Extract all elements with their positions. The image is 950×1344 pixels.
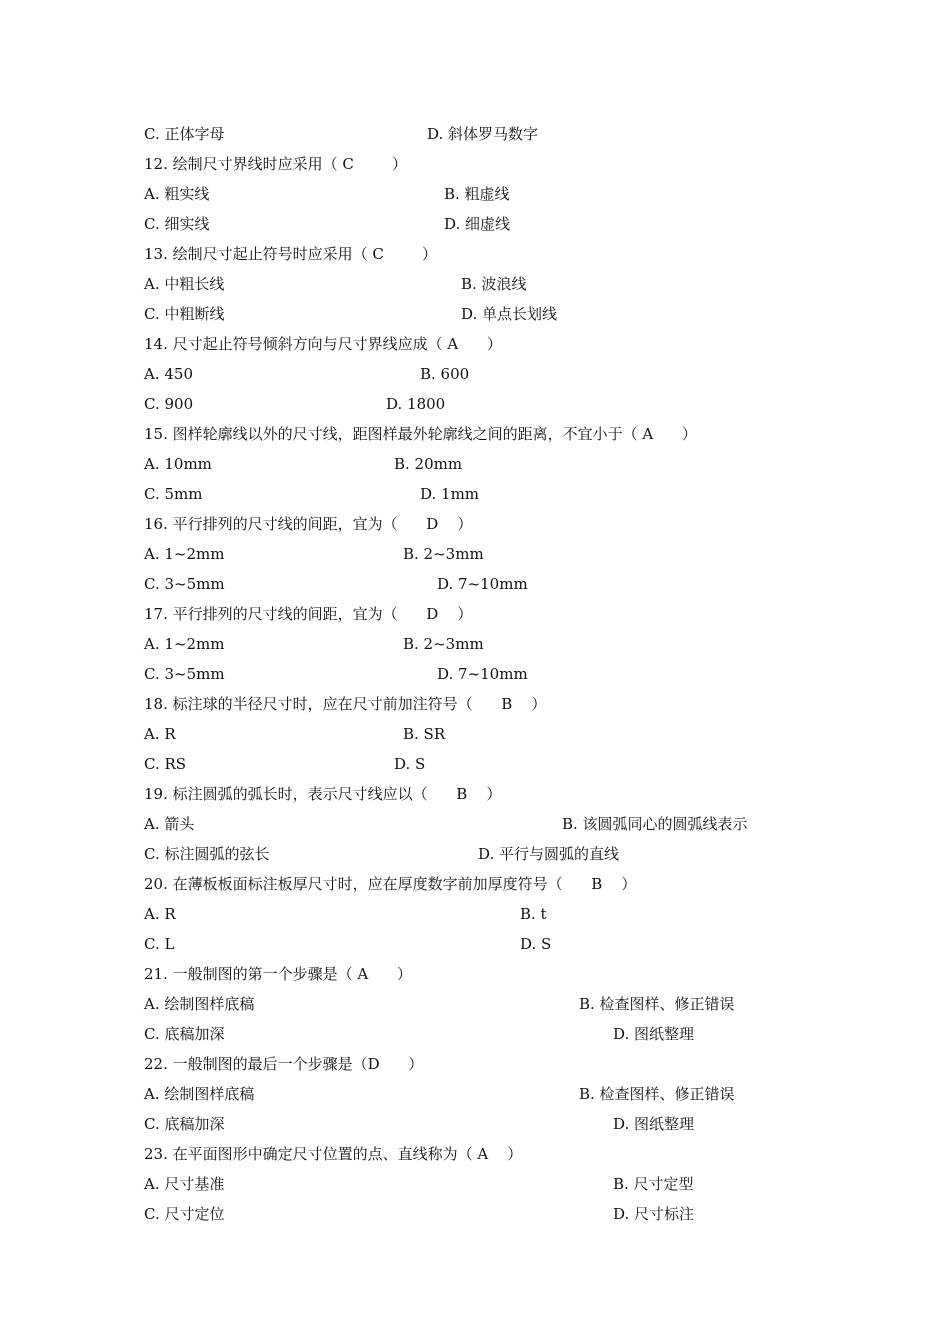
- option-right: B. 该圆弧同心的圆弧线表示: [562, 815, 748, 833]
- option-row: [0, 752, 950, 776]
- question-line: [0, 1052, 950, 1076]
- option-right: D. 7~10mm: [437, 575, 528, 593]
- option-right: D. 图纸整理: [613, 1025, 695, 1043]
- option-left: A. 箭头: [144, 815, 195, 833]
- question-text: 13. 绘制尺寸起止符号时应采用（ C ）: [144, 245, 438, 263]
- option-row: [0, 392, 950, 416]
- question-line: [0, 692, 950, 716]
- option-right: B. 600: [420, 365, 470, 383]
- question-text: 18. 标注球的半径尺寸时，应在尺寸前加注符号（ B ）: [144, 695, 547, 713]
- question-line: [0, 602, 950, 626]
- option-left: C. 底稿加深: [144, 1025, 225, 1043]
- question-text: 17. 平行排列的尺寸线的间距，宜为（ D ）: [144, 605, 473, 623]
- option-right: D. 斜体罗马数字: [427, 125, 539, 143]
- option-left: A. 10mm: [144, 455, 212, 473]
- option-left: C. L: [144, 935, 175, 953]
- question-line: [0, 872, 950, 896]
- question-text: 12. 绘制尺寸界线时应采用（ C ）: [144, 155, 408, 173]
- option-right: B. SR: [403, 725, 446, 743]
- question-text: 23. 在平面图形中确定尺寸位置的点、直线称为（ A ）: [144, 1145, 523, 1163]
- option-right: B. 2~3mm: [403, 635, 484, 653]
- option-left: A. R: [144, 905, 176, 923]
- option-left: A. 1~2mm: [144, 635, 225, 653]
- option-row: [0, 722, 950, 746]
- option-left: A. 粗实线: [144, 185, 210, 203]
- option-left: A. 中粗长线: [144, 275, 225, 293]
- option-row: [0, 1022, 950, 1046]
- option-right: B. 检查图样、修正错误: [579, 995, 735, 1013]
- option-row: [0, 812, 950, 836]
- question-text: 20. 在薄板板面标注板厚尺寸时，应在厚度数字前加厚度符号（ B ）: [144, 875, 637, 893]
- option-row: [0, 662, 950, 686]
- option-left: C. 中粗断线: [144, 305, 225, 323]
- option-right: B. 检查图样、修正错误: [579, 1085, 735, 1103]
- option-row: [0, 842, 950, 866]
- option-left: C. RS: [144, 755, 187, 773]
- question-text: 16. 平行排列的尺寸线的间距，宜为（ D ）: [144, 515, 473, 533]
- option-left: C. 尺寸定位: [144, 1205, 225, 1223]
- option-left: A. 绘制图样底稿: [144, 995, 255, 1013]
- option-right: D. 细虚线: [444, 215, 511, 233]
- option-left: C. 正体字母: [144, 125, 225, 143]
- option-row: [0, 482, 950, 506]
- option-row: [0, 122, 950, 146]
- option-row: [0, 632, 950, 656]
- question-line: [0, 962, 950, 986]
- option-row: [0, 542, 950, 566]
- option-right: D. 尺寸标注: [613, 1205, 695, 1223]
- option-row: [0, 932, 950, 956]
- option-row: [0, 902, 950, 926]
- option-row: [0, 1082, 950, 1106]
- option-right: B. 2~3mm: [403, 545, 484, 563]
- option-row: [0, 452, 950, 476]
- option-row: [0, 572, 950, 596]
- option-right: B. 20mm: [394, 455, 463, 473]
- option-row: [0, 1112, 950, 1136]
- option-left: C. 底稿加深: [144, 1115, 225, 1133]
- question-line: [0, 332, 950, 356]
- question-line: [0, 1142, 950, 1166]
- question-text: 21. 一般制图的第一个步骤是（ A ）: [144, 965, 412, 983]
- option-left: A. R: [144, 725, 176, 743]
- option-row: [0, 362, 950, 386]
- question-line: [0, 152, 950, 176]
- option-left: C. 3~5mm: [144, 575, 225, 593]
- option-row: [0, 992, 950, 1016]
- option-right: D. 平行与圆弧的直线: [478, 845, 620, 863]
- option-right: B. 尺寸定型: [613, 1175, 694, 1193]
- option-right: D. S: [520, 935, 552, 953]
- question-line: [0, 242, 950, 266]
- option-right: D. 1800: [386, 395, 446, 413]
- option-left: C. 标注圆弧的弦长: [144, 845, 270, 863]
- option-row: [0, 1202, 950, 1226]
- question-line: [0, 782, 950, 806]
- option-row: [0, 302, 950, 326]
- option-right: D. 图纸整理: [613, 1115, 695, 1133]
- question-text: 15. 图样轮廓线以外的尺寸线，距图样最外轮廓线之间的距离，不宜小于（ A ）: [144, 425, 697, 443]
- question-line: [0, 422, 950, 446]
- option-right: D. S: [394, 755, 426, 773]
- option-left: A. 1~2mm: [144, 545, 225, 563]
- option-row: [0, 212, 950, 236]
- option-right: B. t: [520, 905, 547, 923]
- option-left: C. 5mm: [144, 485, 203, 503]
- option-left: A. 450: [144, 365, 193, 383]
- option-right: B. 粗虚线: [444, 185, 510, 203]
- question-text: 19. 标注圆弧的弧长时，表示尺寸线应以（ B ）: [144, 785, 502, 803]
- option-row: [0, 272, 950, 296]
- option-row: [0, 1172, 950, 1196]
- option-right: D. 1mm: [420, 485, 480, 503]
- option-left: C. 细实线: [144, 215, 210, 233]
- option-right: D. 7~10mm: [437, 665, 528, 683]
- option-left: C. 3~5mm: [144, 665, 225, 683]
- option-left: C. 900: [144, 395, 194, 413]
- question-line: [0, 512, 950, 536]
- option-row: [0, 182, 950, 206]
- option-right: D. 单点长划线: [461, 305, 558, 323]
- option-right: B. 波浪线: [461, 275, 527, 293]
- option-left: A. 尺寸基准: [144, 1175, 225, 1193]
- option-left: A. 绘制图样底稿: [144, 1085, 255, 1103]
- question-text: 14. 尺寸起止符号倾斜方向与尺寸界线应成（ A ）: [144, 335, 502, 353]
- question-text: 22. 一般制图的最后一个步骤是（D ）: [144, 1055, 424, 1073]
